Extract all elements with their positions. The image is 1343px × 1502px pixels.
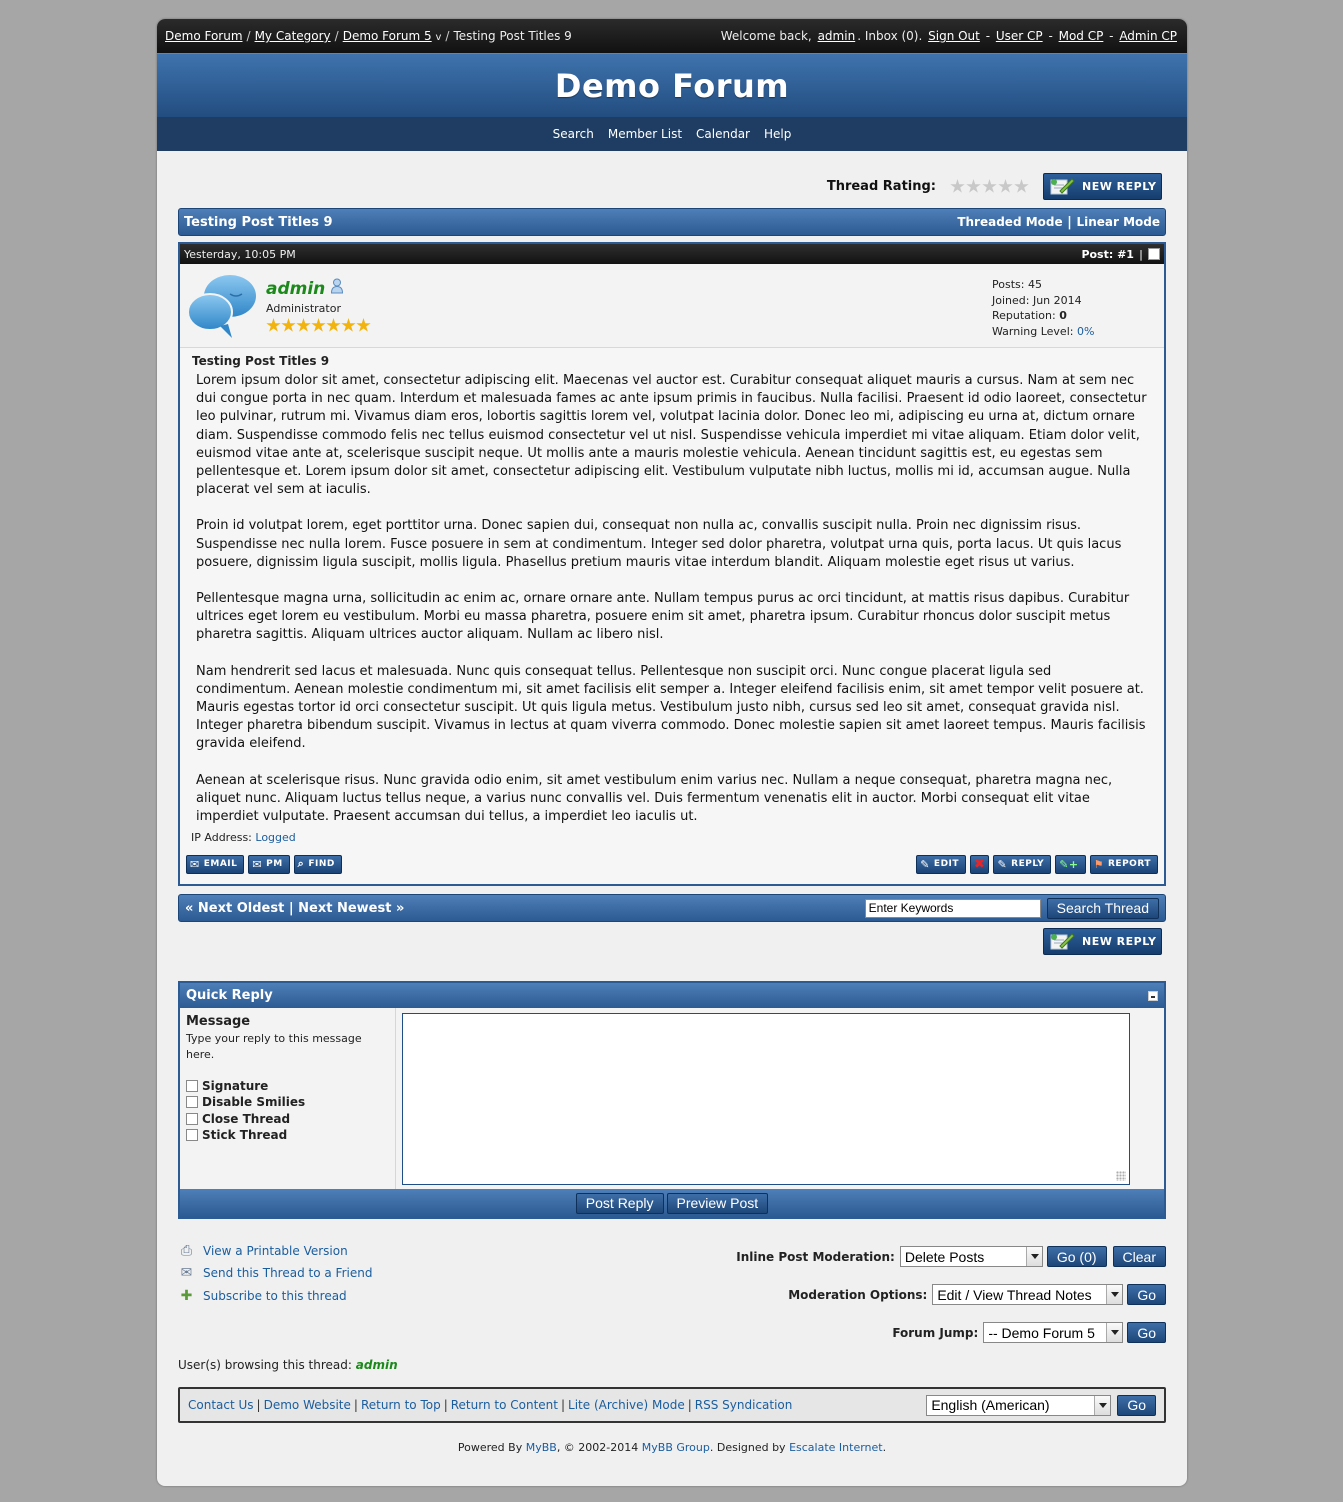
threaded-mode-link[interactable]: Threaded Mode xyxy=(957,214,1063,229)
joined-label: Joined: xyxy=(992,293,1030,307)
disable-smilies-checkbox[interactable] xyxy=(186,1096,198,1108)
footer-links: Contact Us | Demo Website | Return to Top | Return to Content | Lite (Archive) Mode | RSS Syndication xyxy=(188,1398,793,1413)
quick-reply-options xyxy=(180,1008,396,1189)
pm-icon: ✉ xyxy=(252,857,263,871)
pm-button[interactable] xyxy=(248,855,289,874)
welcome-user-link[interactable]: admin xyxy=(817,29,856,43)
post-header xyxy=(180,244,1164,264)
nav-search[interactable]: Search xyxy=(552,127,594,141)
nav-member-list[interactable]: Member List xyxy=(607,127,683,141)
copyright-end: . xyxy=(882,1441,887,1455)
message-area xyxy=(396,1008,1164,1189)
collapse-icon[interactable] xyxy=(1148,991,1158,1001)
option-signature[interactable] xyxy=(186,1077,389,1094)
user-rank-stars xyxy=(266,318,371,333)
return-to-content-link[interactable]: Return to Content xyxy=(450,1398,558,1413)
escalate-link[interactable]: Escalate Internet xyxy=(789,1441,883,1455)
user-title: Administrator xyxy=(266,302,341,315)
post-number-wrap: Post: #1 | xyxy=(1081,248,1160,261)
email-icon: ✉ xyxy=(190,857,200,871)
quick-reply-body xyxy=(180,1008,1164,1189)
forum-jump-label: Forum Jump: xyxy=(892,1325,979,1340)
post-date: Yesterday, 10:05 PM xyxy=(184,247,296,261)
close-thread-label: Close Thread xyxy=(202,1111,291,1126)
reply-icon: ✎ xyxy=(997,857,1008,871)
main-nav xyxy=(157,117,1187,151)
user-cp-link[interactable]: User CP xyxy=(995,29,1043,43)
quick-reply-title: Quick Reply xyxy=(186,988,273,1004)
pm-label: PM xyxy=(266,859,283,870)
chevron-down-icon xyxy=(1106,1285,1122,1304)
post-body xyxy=(180,348,1164,844)
rank-star-icon xyxy=(296,318,311,333)
powered-by-text: Powered By xyxy=(457,1441,523,1455)
copyright-text: , © 2002-2014 xyxy=(556,1441,639,1455)
post-paragraph: Proin id volutpat lorem, eget porttitor urna. Donec sapien dui, consequat non nulla ac, convallis suscipit nulla. Proin nec dignissim risus. Suspendisse nec nulla lorem. Fusce posuere in sem at condimentum. Integer sed dolor pharetra, volutpat urna quis, porta lacus. Ut quis lacus posuere, dignissim ligula suscipit, mollis ligula. Phasellus pretium mauris vitae interdum blandit. Aliquam molestie eget risus ut varius. xyxy=(196,518,1122,570)
thread-tool-links xyxy=(178,1239,372,1307)
post-paragraph: Pellentesque magna urna, sollicitudin ac enim ac, ornare ornare ante. Nullam tempus purus ac orci tincidunt, at mattis risus dapibus. Curabitur ultrices eget lorem eu vestibulum. Morbi eu massa pharetra, posuere enim sit amet, pharetra ipsum. Curabitur rhoncus dolor suscipit metus pharetra sagittis. Aliquam ultrices auctor aliquam. Nullam ac libero nisl. xyxy=(196,591,1130,643)
option-stick-thread[interactable] xyxy=(186,1127,389,1144)
rank-star-icon xyxy=(281,318,296,333)
rank-star-icon xyxy=(356,318,371,333)
post-paragraph: Lorem ipsum dolor sit amet, consectetur adipiscing elit. Maecenas vel auctor est. Curabitur consequat aliquet mauris a cursus. Nam at sem nec dui congue porta in nec quam. Interdum et malesuada fames ac ante ipsum primis in faucibus. Nulla facilisi. Praesent id odio laoreet, consectetur leo pulvinar, rutrum mi. Vivamus diam eros, lobortis sagittis lorem vel, volutpat lacinia dolor. Donec leo mi, adipiscing eu urna at, dictum ornare diam. Suspendisse commodo felis nec tellus euismod consectetur vel ut nisl. Suspendisse vehicula imperdiet mi vitae aliquam. Etiam dolor velit, euismod vitae ante at, scelerisque suscipit neque. Ut mollis ante a mauris molestie vehicula. Aenean tincidunt sagittis est, eu egestas sem pellentesque et. Lorem ipsum dolor sit amet, consectetur adipiscing elit. Vestibulum vulputate nibh luctus, mollis mi id, accumsan augue. Nulla placerat vel sem at iaculis. xyxy=(196,373,1147,498)
thread-tools xyxy=(178,1239,1166,1387)
posts-count: 45 xyxy=(1027,278,1042,291)
moderation-options-label: Moderation Options: xyxy=(788,1287,928,1302)
main-content xyxy=(157,173,1187,1454)
moderation-options-select[interactable] xyxy=(932,1284,1123,1305)
post-controls-left xyxy=(186,855,342,874)
ip-address xyxy=(191,831,1151,844)
next-newest-link[interactable]: Next Newest » xyxy=(298,900,405,916)
inline-clear-button[interactable]: Clear xyxy=(1113,1246,1166,1267)
reputation-value[interactable]: 0 xyxy=(1059,309,1067,322)
header-banner xyxy=(157,53,1187,117)
new-reply-button-top[interactable] xyxy=(1043,173,1162,200)
inline-moderation-value: Delete Posts xyxy=(904,1248,985,1265)
post-number-link[interactable]: Post: #1 xyxy=(1081,247,1134,261)
footer-bar xyxy=(178,1387,1166,1423)
post-username-wrap xyxy=(266,278,371,299)
reputation-label: Reputation: xyxy=(992,309,1056,322)
edit-icon: ✎ xyxy=(920,857,930,871)
search-keywords-input[interactable] xyxy=(865,899,1041,918)
delete-icon: ✖ xyxy=(974,856,986,872)
rank-star-icon xyxy=(341,318,356,333)
send-to-friend-link[interactable]: Send this Thread to a Friend xyxy=(203,1266,373,1281)
rating-star-icon[interactable] xyxy=(982,179,997,194)
subscribe-icon: ✚ xyxy=(180,1287,193,1304)
breadcrumb-my-category[interactable]: My Category xyxy=(254,29,331,43)
rank-star-icon xyxy=(311,318,326,333)
reply-options xyxy=(186,1077,389,1143)
ip-label: IP Address: xyxy=(191,831,252,845)
language-select[interactable] xyxy=(926,1395,1111,1416)
language-selector xyxy=(926,1395,1156,1416)
preview-post-button[interactable]: Preview Post xyxy=(667,1193,769,1214)
option-disable-smilies[interactable] xyxy=(186,1094,389,1111)
thread-rating-label: Thread Rating: xyxy=(826,179,936,194)
rating-star-icon[interactable] xyxy=(1014,179,1029,194)
inline-moderation-select[interactable] xyxy=(900,1246,1043,1267)
inline-moderation xyxy=(736,1246,1166,1267)
sign-out-link[interactable]: Sign Out xyxy=(928,29,980,43)
find-button[interactable] xyxy=(294,855,342,874)
posts-label: Posts: xyxy=(992,278,1025,291)
quick-reply xyxy=(178,981,1166,1219)
signature-checkbox[interactable] xyxy=(186,1080,198,1092)
email-label: EMAIL xyxy=(203,859,238,870)
forum-jump-go-button[interactable]: Go xyxy=(1127,1322,1166,1343)
option-close-thread[interactable] xyxy=(186,1110,389,1127)
resize-grip-icon[interactable] xyxy=(1116,1171,1126,1181)
search-thread-form xyxy=(865,898,1159,919)
user-stats xyxy=(992,277,1094,339)
mod-cp-link[interactable]: Mod CP xyxy=(1058,29,1104,43)
designed-by-text: . Designed by xyxy=(709,1441,786,1455)
post-paragraph: Nam hendrerit sed lacus et malesuada. Nunc quis consequat tellus. Pellentesque non suscipit orci. Nunc congue placerat ligula sed condimentum. Aenean molestie condimentum mi, sit amet facilisis elit semper a. Integer eleifend facilisis enim, sit amet tempor velit posuere at. Mauris egestas tortor id orci consectetur suscipit. Ut quis ligula metus. Vestibulum justo nibh, cursus sed leo sit amet, consequat gravida nisl. Integer pharetra bibendum suscipit. Vivamus in lectus at quam viverra commodo. Donec molestie sapien sit amet laoreet tempus. Mauris facilisis gravida eleifend. xyxy=(196,663,1146,752)
moderation-options-value: Edit / View Thread Notes xyxy=(937,1286,1092,1303)
post-reply-button[interactable]: Post Reply xyxy=(576,1193,664,1214)
disable-smilies-label: Disable Smilies xyxy=(202,1095,306,1110)
ip-logged-link[interactable]: Logged xyxy=(255,831,296,845)
rating-star-icon[interactable] xyxy=(966,179,981,194)
mybb-link[interactable]: MyBB xyxy=(525,1441,557,1455)
subscribe-link[interactable]: Subscribe to this thread xyxy=(203,1288,347,1303)
admin-cp-link[interactable]: Admin CP xyxy=(1119,29,1177,43)
avatar[interactable] xyxy=(186,272,258,340)
post xyxy=(178,242,1166,886)
close-thread-checkbox[interactable] xyxy=(186,1113,198,1125)
rank-star-icon xyxy=(326,318,341,333)
moderation-go-button[interactable]: Go xyxy=(1127,1284,1166,1305)
chevron-down-icon xyxy=(1106,1323,1122,1342)
breadcrumb-current: Testing Post Titles 9 xyxy=(453,29,572,43)
welcome-text: Welcome back, xyxy=(720,29,812,43)
nav-calendar[interactable]: Calendar xyxy=(696,127,750,141)
contact-us-link[interactable]: Contact Us xyxy=(188,1398,254,1413)
reply-button[interactable] xyxy=(993,855,1051,874)
multiquote-button[interactable] xyxy=(1055,855,1085,874)
thread-nav-links xyxy=(185,901,404,916)
delete-button[interactable] xyxy=(970,855,989,874)
online-status-icon xyxy=(330,278,344,299)
rating-star-icon[interactable] xyxy=(950,179,965,194)
report-icon: ⚑ xyxy=(1093,857,1104,871)
forum-jump-select[interactable] xyxy=(983,1322,1123,1343)
envelope-icon: ✉ xyxy=(180,1265,193,1282)
return-to-top-link[interactable]: Return to Top xyxy=(360,1398,441,1413)
inbox-link[interactable]: Inbox (0). xyxy=(864,29,923,43)
thread-title: Testing Post Titles 9 xyxy=(184,214,333,230)
users-browsing xyxy=(178,1358,398,1372)
message-hint: Type your reply to this message here. xyxy=(186,1032,362,1062)
edit-label: EDIT xyxy=(933,859,960,870)
reply-label: REPLY xyxy=(1011,859,1045,870)
signature-label: Signature xyxy=(202,1078,269,1093)
top-bar xyxy=(157,19,1187,53)
display-modes xyxy=(957,215,1160,230)
thread-navigation xyxy=(178,894,1166,922)
quick-reply-header xyxy=(180,983,1164,1008)
printable-version-row xyxy=(178,1239,372,1262)
forum-jump-value: -- Demo Forum 5 xyxy=(988,1324,1095,1341)
multiquote-icon: ✎+ xyxy=(1059,857,1079,871)
breadcrumb-demo-forum[interactable]: Demo Forum xyxy=(165,29,243,43)
users-browsing-label: User(s) browsing this thread: xyxy=(178,1358,352,1373)
message-textarea[interactable] xyxy=(402,1013,1130,1185)
copyright xyxy=(178,1441,1166,1454)
next-oldest-link[interactable]: « Next Oldest xyxy=(185,900,285,916)
post-subject: Testing Post Titles 9 xyxy=(192,354,330,368)
thread-rating-stars[interactable] xyxy=(950,179,1029,194)
warning-label: Warning Level: xyxy=(992,324,1074,338)
user-info xyxy=(266,278,371,333)
post-controls-right xyxy=(916,855,1158,874)
printer-icon: ⎙ xyxy=(180,1242,193,1259)
find-label: FIND xyxy=(308,859,335,870)
language-go-button[interactable]: Go xyxy=(1117,1395,1156,1416)
language-value: English (American) xyxy=(931,1397,1050,1414)
page-container xyxy=(157,19,1187,1486)
breadcrumb-demo-forum-5[interactable]: Demo Forum 5 xyxy=(342,29,432,43)
quick-reply-footer xyxy=(180,1189,1164,1217)
nav-help[interactable]: Help xyxy=(764,127,792,141)
post-controls xyxy=(180,844,1164,884)
user-panel: Welcome back, admin . Inbox (0). Sign Out - User CP - Mod CP - Admin CP xyxy=(720,29,1177,43)
email-button[interactable] xyxy=(186,855,244,874)
new-reply-label: NEW REPLY xyxy=(1082,935,1157,949)
new-reply-label: NEW REPLY xyxy=(1082,180,1157,193)
stick-thread-label: Stick Thread xyxy=(202,1128,288,1143)
find-icon: ⌕ xyxy=(297,857,305,871)
breadcrumb: Demo Forum / My Category / Demo Forum 5 v / Testing Post Titles 9 xyxy=(165,29,572,43)
demo-website-link[interactable]: Demo Website xyxy=(263,1398,351,1413)
moderation-options xyxy=(788,1284,1166,1305)
post-username[interactable]: admin xyxy=(266,278,326,299)
search-thread-button[interactable]: Search Thread xyxy=(1047,898,1159,919)
post-author xyxy=(180,264,1164,348)
send-to-friend-row xyxy=(178,1262,372,1285)
rank-star-icon xyxy=(266,318,281,333)
chevron-down-icon xyxy=(1026,1247,1042,1266)
warning-level-link[interactable]: 0% xyxy=(1076,324,1095,338)
forum-logo-title[interactable]: Demo Forum xyxy=(554,66,790,105)
mybb-group-link[interactable]: MyBB Group xyxy=(641,1441,710,1455)
chevron-down-icon xyxy=(1094,1396,1110,1415)
post-paragraph: Aenean at scelerisque risus. Nunc gravida odio enim, sit amet vestibulum enim varius nec. Nullam a neque consequat, pharetra magna nec, aliquet nunc. Aliquam luctus tellus neque, a varius nunc convallis vel. Duis fermentum venenatis elit in auctor. Morbi consequat elit vitae imperdiet vulputate. Praesent accumsan dui tellus, a imperdiet leo iaculis ut. xyxy=(196,772,1113,825)
mode-separator: | xyxy=(1067,214,1072,230)
lite-mode-link[interactable]: Lite (Archive) Mode xyxy=(568,1398,685,1413)
post-message xyxy=(191,368,1151,826)
report-label: REPORT xyxy=(1108,859,1151,870)
new-reply-icon xyxy=(1048,177,1076,197)
inline-go-button[interactable]: Go (0) xyxy=(1047,1246,1107,1267)
new-reply-icon xyxy=(1048,932,1076,952)
printable-version-link[interactable]: View a Printable Version xyxy=(203,1243,348,1258)
thread-nav-separator: | xyxy=(288,900,294,916)
stick-thread-checkbox[interactable] xyxy=(186,1129,198,1141)
report-button[interactable] xyxy=(1090,855,1158,874)
joined-date: Jun 2014 xyxy=(1032,293,1082,307)
subscribe-row xyxy=(178,1284,372,1307)
rss-link[interactable]: RSS Syndication xyxy=(694,1398,793,1413)
thread-header xyxy=(178,208,1166,236)
edit-button[interactable] xyxy=(916,855,966,874)
new-reply-bottom-row xyxy=(178,928,1166,955)
new-reply-button-bottom[interactable] xyxy=(1043,928,1162,955)
post-select-checkbox[interactable] xyxy=(1148,248,1160,260)
browsing-user-link[interactable]: admin xyxy=(355,1358,398,1373)
linear-mode-link[interactable]: Linear Mode xyxy=(1076,214,1160,229)
breadcrumb-dropdown-icon[interactable]: v xyxy=(435,32,442,43)
message-label: Message xyxy=(186,1014,251,1030)
thread-rating-row xyxy=(178,173,1166,200)
inline-moderation-label: Inline Post Moderation: xyxy=(736,1249,895,1264)
forum-jump xyxy=(892,1322,1166,1343)
rating-star-icon[interactable] xyxy=(998,179,1013,194)
